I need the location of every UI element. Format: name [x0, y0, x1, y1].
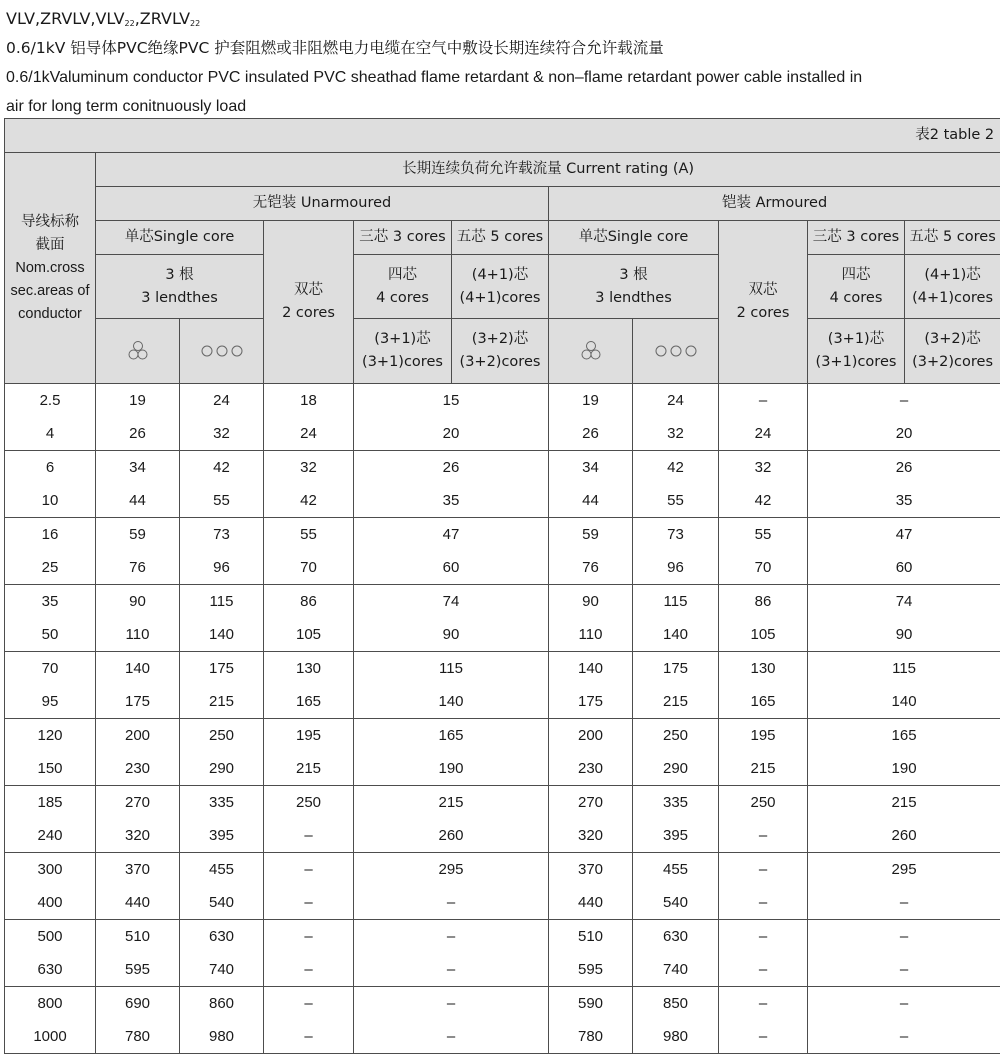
cell-unarmoured-single-trefoil: 440	[96, 886, 180, 920]
cell-unarmoured-single-trefoil: 780	[96, 1020, 180, 1054]
title-chinese: 0.6/1kV 铝导体PVC绝缘PVC 护套阻燃或非阻燃电力电缆在空气中敷设长期连续符合允许载流量	[6, 34, 1000, 63]
cell-conductor-size: 50	[5, 618, 96, 652]
cell-conductor-size: 25	[5, 551, 96, 585]
cell-unarmoured-multi-core: 20	[354, 417, 549, 451]
cell-armoured-two-core: –	[719, 920, 808, 954]
cell-unarmoured-single-trefoil: 110	[96, 618, 180, 652]
cell-armoured-two-core: 105	[719, 618, 808, 652]
three-plus-two-header	[905, 319, 1000, 384]
cell-armoured-single-flat: 175	[633, 652, 719, 686]
cell-armoured-multi-core: 190	[808, 752, 1000, 786]
cell-armoured-two-core: 86	[719, 585, 808, 619]
five-core-header: 五芯 5 cores	[905, 221, 1000, 255]
four-plus-one-zh: (4+1)芯	[452, 264, 548, 287]
table-row	[5, 518, 1000, 552]
four-core-header	[354, 255, 452, 319]
table-row	[5, 417, 1000, 451]
four-plus-one-en: (4+1)cores	[905, 287, 1000, 310]
table-row	[5, 384, 1000, 418]
conductor-header	[5, 153, 96, 384]
cell-armoured-multi-core: 47	[808, 518, 1000, 552]
table-row	[5, 652, 1000, 686]
cell-armoured-single-trefoil: 200	[549, 719, 633, 753]
cell-unarmoured-single-flat: 215	[180, 685, 264, 719]
cell-unarmoured-single-trefoil: 270	[96, 786, 180, 820]
cell-unarmoured-multi-core: 295	[354, 853, 549, 887]
cell-unarmoured-single-trefoil: 34	[96, 451, 180, 485]
cell-armoured-single-flat: 740	[633, 953, 719, 987]
cell-unarmoured-single-flat: 630	[180, 920, 264, 954]
cell-unarmoured-single-flat: 115	[180, 585, 264, 619]
cell-armoured-two-core: –	[719, 384, 808, 418]
table-row	[5, 451, 1000, 485]
cell-conductor-size: 1000	[5, 1020, 96, 1054]
cell-unarmoured-two-core: 215	[264, 752, 354, 786]
cell-unarmoured-single-flat: 395	[180, 819, 264, 853]
cell-unarmoured-multi-core: 115	[354, 652, 549, 686]
cell-armoured-two-core: –	[719, 987, 808, 1021]
cell-armoured-multi-core: 74	[808, 585, 1000, 619]
four-core-header	[808, 255, 905, 319]
two-core-en: 2 cores	[719, 302, 807, 325]
three-lengths-header	[96, 255, 264, 319]
cell-unarmoured-two-core: –	[264, 953, 354, 987]
cell-armoured-single-trefoil: 59	[549, 518, 633, 552]
cell-unarmoured-single-flat: 175	[180, 652, 264, 686]
cell-armoured-multi-core: 140	[808, 685, 1000, 719]
cell-unarmoured-single-flat: 73	[180, 518, 264, 552]
cell-armoured-single-flat: 215	[633, 685, 719, 719]
four-plus-one-zh: (4+1)芯	[905, 264, 1000, 287]
cell-armoured-two-core: 70	[719, 551, 808, 585]
cell-unarmoured-two-core: 130	[264, 652, 354, 686]
cell-armoured-single-trefoil: 230	[549, 752, 633, 786]
cell-armoured-single-flat: 540	[633, 886, 719, 920]
cell-unarmoured-multi-core: –	[354, 953, 549, 987]
three-lengths-en: 3 lendthes	[549, 287, 718, 310]
cell-armoured-single-trefoil: 590	[549, 987, 633, 1021]
cell-conductor-size: 185	[5, 786, 96, 820]
table-row	[5, 953, 1000, 987]
cell-unarmoured-two-core: 18	[264, 384, 354, 418]
cell-unarmoured-multi-core: 215	[354, 786, 549, 820]
cell-unarmoured-single-flat: 455	[180, 853, 264, 887]
model-subscript: 22	[190, 19, 200, 28]
cell-armoured-multi-core: –	[808, 1020, 1000, 1054]
cell-armoured-two-core: –	[719, 1020, 808, 1054]
four-plus-one-header	[452, 255, 549, 319]
two-core-header	[719, 221, 808, 384]
cell-armoured-two-core: 195	[719, 719, 808, 753]
table-label: 表2 table 2	[5, 119, 1000, 153]
cell-armoured-multi-core: –	[808, 384, 1000, 418]
cell-armoured-single-flat: 395	[633, 819, 719, 853]
cell-unarmoured-multi-core: 47	[354, 518, 549, 552]
flat-formation-icon	[180, 319, 264, 384]
two-core-zh: 双芯	[719, 279, 807, 302]
cell-armoured-multi-core: 20	[808, 417, 1000, 451]
cell-unarmoured-two-core: 86	[264, 585, 354, 619]
three-plus-one-header	[808, 319, 905, 384]
cell-unarmoured-multi-core: 190	[354, 752, 549, 786]
cell-armoured-single-flat: 32	[633, 417, 719, 451]
cell-unarmoured-single-flat: 96	[180, 551, 264, 585]
three-plus-two-header	[452, 319, 549, 384]
cell-unarmoured-multi-core: 260	[354, 819, 549, 853]
cell-unarmoured-single-trefoil: 230	[96, 752, 180, 786]
cell-armoured-single-flat: 115	[633, 585, 719, 619]
table-row	[5, 1020, 1000, 1054]
cell-armoured-two-core: 250	[719, 786, 808, 820]
cell-armoured-single-trefoil: 320	[549, 819, 633, 853]
cell-unarmoured-single-flat: 250	[180, 719, 264, 753]
cell-armoured-single-trefoil: 780	[549, 1020, 633, 1054]
cell-armoured-single-flat: 250	[633, 719, 719, 753]
trefoil-icon	[549, 319, 633, 384]
cell-armoured-single-flat: 24	[633, 384, 719, 418]
cell-unarmoured-two-core: –	[264, 853, 354, 887]
table-row	[5, 752, 1000, 786]
three-lengths-en: 3 lendthes	[96, 287, 263, 310]
cell-unarmoured-two-core: 42	[264, 484, 354, 518]
cell-unarmoured-single-flat: 24	[180, 384, 264, 418]
rating-header: 长期连续负荷允许载流量 Current rating (A)	[96, 153, 1000, 187]
cell-armoured-single-trefoil: 34	[549, 451, 633, 485]
cell-unarmoured-single-trefoil: 370	[96, 853, 180, 887]
cell-armoured-single-trefoil: 110	[549, 618, 633, 652]
table-row	[5, 618, 1000, 652]
cell-unarmoured-single-trefoil: 595	[96, 953, 180, 987]
cell-conductor-size: 35	[5, 585, 96, 619]
table-row	[5, 987, 1000, 1021]
cell-unarmoured-single-trefoil: 320	[96, 819, 180, 853]
cell-armoured-multi-core: 215	[808, 786, 1000, 820]
cell-armoured-single-trefoil: 19	[549, 384, 633, 418]
three-lengths-zh: 3 根	[549, 264, 718, 287]
five-core-header: 五芯 5 cores	[452, 221, 549, 255]
cell-armoured-single-trefoil: 595	[549, 953, 633, 987]
cell-conductor-size: 150	[5, 752, 96, 786]
cell-unarmoured-multi-core: 35	[354, 484, 549, 518]
three-plus-one-en: (3+1)cores	[354, 351, 451, 374]
cell-armoured-two-core: –	[719, 819, 808, 853]
cell-armoured-single-flat: 42	[633, 451, 719, 485]
cell-armoured-single-trefoil: 370	[549, 853, 633, 887]
four-core-zh: 四芯	[808, 264, 904, 287]
cell-armoured-two-core: 130	[719, 652, 808, 686]
cell-conductor-size: 240	[5, 819, 96, 853]
cell-unarmoured-single-flat: 335	[180, 786, 264, 820]
title-block	[0, 0, 1000, 121]
cell-armoured-single-trefoil: 440	[549, 886, 633, 920]
four-plus-one-header	[905, 255, 1000, 319]
cell-unarmoured-two-core: 165	[264, 685, 354, 719]
cell-conductor-size: 6	[5, 451, 96, 485]
cell-unarmoured-single-trefoil: 90	[96, 585, 180, 619]
cell-armoured-two-core: –	[719, 853, 808, 887]
cell-unarmoured-two-core: –	[264, 987, 354, 1021]
cell-unarmoured-multi-core: –	[354, 1020, 549, 1054]
cell-armoured-multi-core: 115	[808, 652, 1000, 686]
three-plus-one-zh: (3+1)芯	[808, 328, 904, 351]
cell-armoured-single-trefoil: 270	[549, 786, 633, 820]
cell-unarmoured-two-core: –	[264, 1020, 354, 1054]
cell-conductor-size: 400	[5, 886, 96, 920]
cell-conductor-size: 300	[5, 853, 96, 887]
cell-conductor-size: 95	[5, 685, 96, 719]
four-plus-one-en: (4+1)cores	[452, 287, 548, 310]
three-plus-one-header	[354, 319, 452, 384]
cell-armoured-single-flat: 850	[633, 987, 719, 1021]
table-row	[5, 819, 1000, 853]
cell-unarmoured-multi-core: 165	[354, 719, 549, 753]
cell-unarmoured-single-flat: 980	[180, 1020, 264, 1054]
table-row	[5, 853, 1000, 887]
cell-unarmoured-two-core: 32	[264, 451, 354, 485]
cell-conductor-size: 630	[5, 953, 96, 987]
conductor-header-zh1: 导线标称	[5, 211, 95, 234]
three-lengths-zh: 3 根	[96, 264, 263, 287]
conductor-header-en3: conductor	[5, 303, 95, 326]
cell-conductor-size: 16	[5, 518, 96, 552]
cell-armoured-single-trefoil: 26	[549, 417, 633, 451]
table-row	[5, 484, 1000, 518]
cell-armoured-multi-core: 26	[808, 451, 1000, 485]
cell-unarmoured-single-trefoil: 59	[96, 518, 180, 552]
cell-unarmoured-single-trefoil: 200	[96, 719, 180, 753]
cell-armoured-two-core: –	[719, 886, 808, 920]
cell-armoured-single-flat: 335	[633, 786, 719, 820]
table-row	[5, 786, 1000, 820]
cell-armoured-two-core: 215	[719, 752, 808, 786]
cell-conductor-size: 500	[5, 920, 96, 954]
cell-armoured-multi-core: –	[808, 886, 1000, 920]
cell-unarmoured-multi-core: 15	[354, 384, 549, 418]
cell-armoured-single-trefoil: 175	[549, 685, 633, 719]
cell-armoured-single-flat: 980	[633, 1020, 719, 1054]
cell-unarmoured-single-flat: 55	[180, 484, 264, 518]
cell-unarmoured-two-core: –	[264, 886, 354, 920]
conductor-header-en1: Nom.cross	[5, 257, 95, 280]
cell-conductor-size: 2.5	[5, 384, 96, 418]
single-core-header: 单芯Single core	[96, 221, 264, 255]
three-core-header: 三芯 3 cores	[808, 221, 905, 255]
cell-armoured-single-flat: 290	[633, 752, 719, 786]
cell-unarmoured-single-trefoil: 140	[96, 652, 180, 686]
cell-armoured-two-core: 32	[719, 451, 808, 485]
cell-conductor-size: 70	[5, 652, 96, 686]
cell-unarmoured-two-core: 55	[264, 518, 354, 552]
cell-unarmoured-single-flat: 540	[180, 886, 264, 920]
cell-conductor-size: 10	[5, 484, 96, 518]
table-row	[5, 551, 1000, 585]
cell-unarmoured-single-flat: 290	[180, 752, 264, 786]
three-core-header: 三芯 3 cores	[354, 221, 452, 255]
cell-conductor-size: 120	[5, 719, 96, 753]
cell-unarmoured-two-core: 24	[264, 417, 354, 451]
cell-unarmoured-two-core: 195	[264, 719, 354, 753]
cell-armoured-multi-core: 60	[808, 551, 1000, 585]
two-core-zh: 双芯	[264, 279, 353, 302]
table-row	[5, 685, 1000, 719]
cell-unarmoured-single-trefoil: 26	[96, 417, 180, 451]
cell-unarmoured-multi-core: 140	[354, 685, 549, 719]
cell-unarmoured-multi-core: 26	[354, 451, 549, 485]
cell-unarmoured-two-core: –	[264, 819, 354, 853]
cell-armoured-single-flat: 140	[633, 618, 719, 652]
cell-unarmoured-single-trefoil: 19	[96, 384, 180, 418]
cell-unarmoured-single-trefoil: 510	[96, 920, 180, 954]
cell-unarmoured-multi-core: 74	[354, 585, 549, 619]
cell-unarmoured-two-core: 250	[264, 786, 354, 820]
cell-armoured-single-trefoil: 90	[549, 585, 633, 619]
cell-unarmoured-multi-core: –	[354, 920, 549, 954]
cell-unarmoured-single-flat: 740	[180, 953, 264, 987]
cell-armoured-single-flat: 73	[633, 518, 719, 552]
cell-unarmoured-single-trefoil: 175	[96, 685, 180, 719]
cell-unarmoured-multi-core: 60	[354, 551, 549, 585]
cell-unarmoured-multi-core: –	[354, 987, 549, 1021]
single-core-header: 单芯Single core	[549, 221, 719, 255]
cell-armoured-multi-core: –	[808, 987, 1000, 1021]
table-row	[5, 719, 1000, 753]
cell-armoured-multi-core: –	[808, 920, 1000, 954]
four-core-zh: 四芯	[354, 264, 451, 287]
armoured-header: 铠装 Armoured	[549, 187, 1000, 221]
unarmoured-header: 无铠装 Unarmoured	[96, 187, 549, 221]
four-core-en: 4 cores	[808, 287, 904, 310]
conductor-header-zh2: 截面	[5, 234, 95, 257]
table-row	[5, 886, 1000, 920]
cell-armoured-two-core: 24	[719, 417, 808, 451]
cell-armoured-multi-core: 90	[808, 618, 1000, 652]
cell-armoured-single-trefoil: 140	[549, 652, 633, 686]
three-lengths-header	[549, 255, 719, 319]
three-plus-two-en: (3+2)cores	[905, 351, 1000, 374]
cell-armoured-two-core: 55	[719, 518, 808, 552]
table-body	[5, 384, 1000, 1054]
cell-unarmoured-single-trefoil: 44	[96, 484, 180, 518]
three-plus-one-zh: (3+1)芯	[354, 328, 451, 351]
cell-armoured-single-trefoil: 510	[549, 920, 633, 954]
model-subscript: 22	[125, 19, 135, 28]
title-english-line2: air for long term conitnuously load	[6, 92, 1000, 121]
cell-armoured-multi-core: 260	[808, 819, 1000, 853]
three-plus-two-zh: (3+2)芯	[905, 328, 1000, 351]
two-core-en: 2 cores	[264, 302, 353, 325]
cable-models	[6, 4, 1000, 34]
table-row	[5, 585, 1000, 619]
cell-armoured-multi-core: 165	[808, 719, 1000, 753]
cell-armoured-two-core: 165	[719, 685, 808, 719]
cell-unarmoured-multi-core: –	[354, 886, 549, 920]
cell-unarmoured-single-trefoil: 76	[96, 551, 180, 585]
cell-unarmoured-single-flat: 42	[180, 451, 264, 485]
cell-unarmoured-two-core: 105	[264, 618, 354, 652]
cell-armoured-single-flat: 55	[633, 484, 719, 518]
four-core-en: 4 cores	[354, 287, 451, 310]
current-rating-table	[4, 118, 1000, 1054]
cell-conductor-size: 4	[5, 417, 96, 451]
trefoil-icon	[96, 319, 180, 384]
cell-conductor-size: 800	[5, 987, 96, 1021]
table-row	[5, 920, 1000, 954]
cell-unarmoured-two-core: –	[264, 920, 354, 954]
cell-armoured-multi-core: 295	[808, 853, 1000, 887]
cell-unarmoured-single-trefoil: 690	[96, 987, 180, 1021]
cell-armoured-single-flat: 96	[633, 551, 719, 585]
cell-armoured-two-core: 42	[719, 484, 808, 518]
cell-unarmoured-single-flat: 32	[180, 417, 264, 451]
two-core-header	[264, 221, 354, 384]
cell-unarmoured-single-flat: 140	[180, 618, 264, 652]
cell-armoured-single-trefoil: 44	[549, 484, 633, 518]
model-text: VLV,ZRVLV,VLV	[6, 9, 125, 28]
cell-armoured-multi-core: 35	[808, 484, 1000, 518]
cell-unarmoured-single-flat: 860	[180, 987, 264, 1021]
conductor-header-en2: sec.areas of	[5, 280, 95, 303]
model-text: ,ZRVLV	[135, 9, 190, 28]
cell-armoured-multi-core: –	[808, 953, 1000, 987]
flat-formation-icon	[633, 319, 719, 384]
cell-unarmoured-two-core: 70	[264, 551, 354, 585]
cell-armoured-single-flat: 455	[633, 853, 719, 887]
cell-armoured-single-flat: 630	[633, 920, 719, 954]
three-plus-two-zh: (3+2)芯	[452, 328, 548, 351]
cell-armoured-single-trefoil: 76	[549, 551, 633, 585]
three-plus-one-en: (3+1)cores	[808, 351, 904, 374]
cell-unarmoured-multi-core: 90	[354, 618, 549, 652]
three-plus-two-en: (3+2)cores	[452, 351, 548, 374]
cell-armoured-two-core: –	[719, 953, 808, 987]
title-english-line1: 0.6/1kValuminum conductor PVC insulated PVC sheathad flame retardant & non–flame retardant power cable installed in	[6, 63, 1000, 92]
